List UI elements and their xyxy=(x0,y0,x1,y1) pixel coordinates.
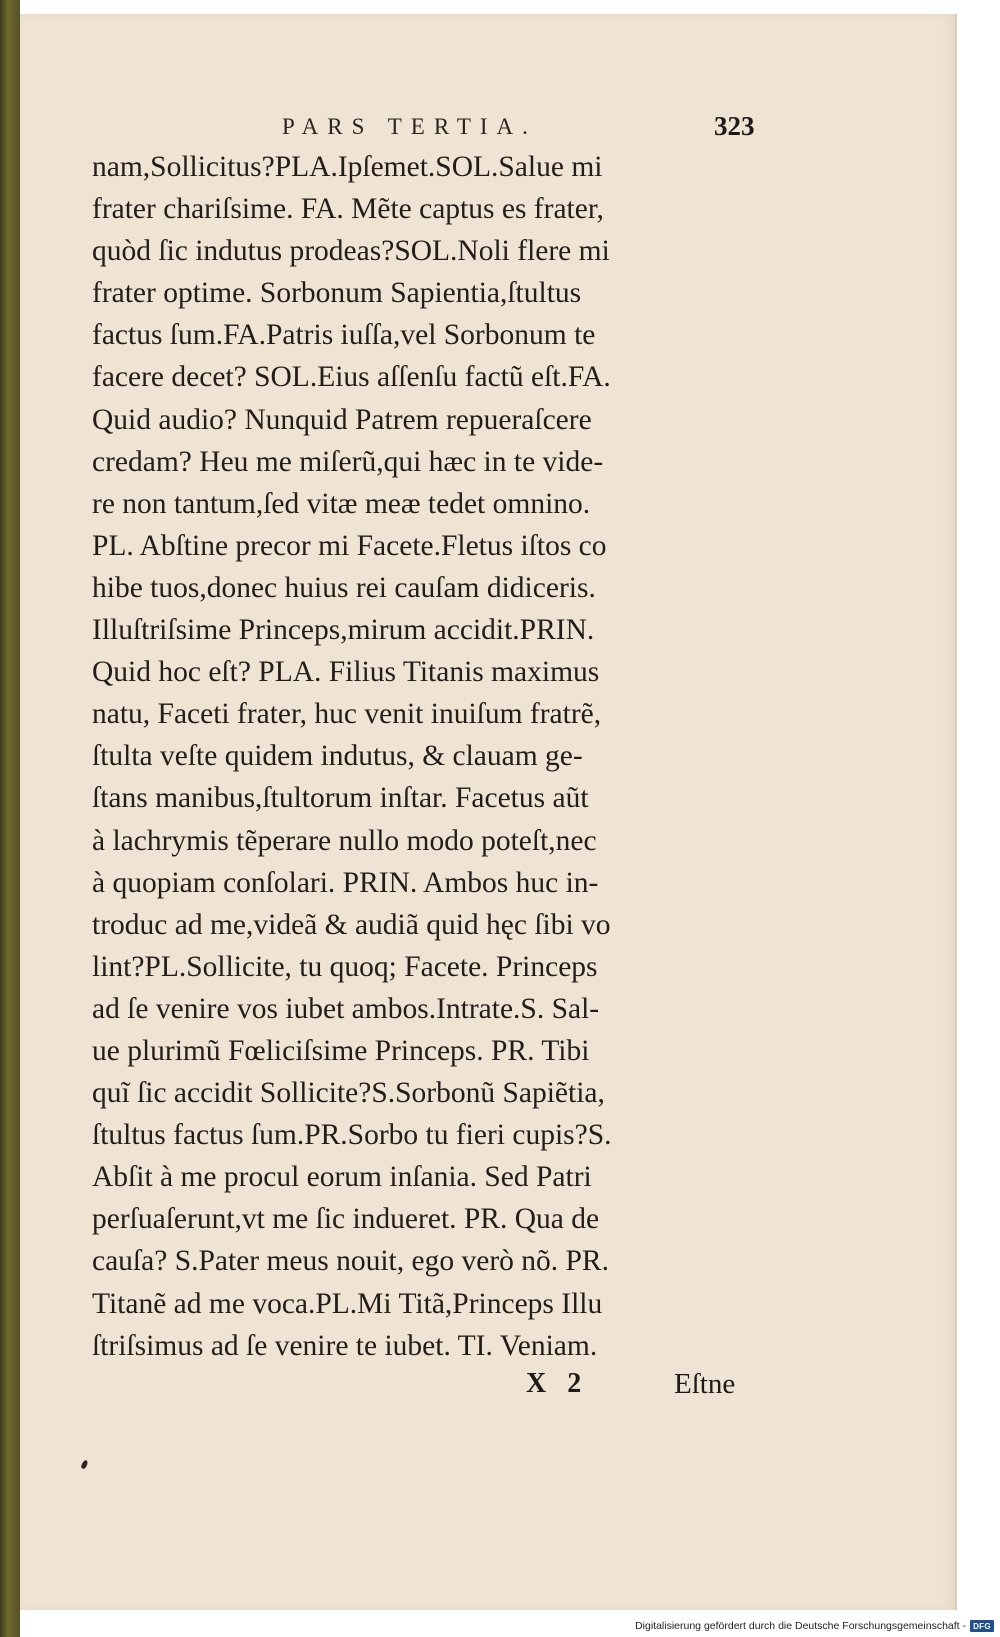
text-line: ſtans manibus,ſtultorum inſtar. Facetus aũt xyxy=(92,782,589,815)
text-line: ue plurimũ Fœliciſsime Princeps. PR. Tibi xyxy=(92,1034,590,1067)
running-head: PARS TERTIA. xyxy=(282,114,537,139)
ink-speck xyxy=(80,1459,88,1469)
text-line: perſuaſerunt,vt me ſic indueret. PR. Qua de xyxy=(92,1203,600,1236)
text-line: à lachrymis tẽperare nullo modo poteſt,nec xyxy=(92,824,597,857)
text-line: nam,Sollicitus?PLA.Ipſemet.SOL.Salue mi xyxy=(92,151,603,183)
text-line: credam? Heu me miſerũ,qui hæc in te vide- xyxy=(92,445,604,478)
text-line: ad ſe venire vos iubet ambos.Intrate.S. Sal- xyxy=(92,992,600,1025)
text-line: Titanẽ ad me voca.PL.Mi Titã,Princeps Illu xyxy=(92,1287,603,1320)
book-page xyxy=(20,14,957,1610)
text-line: re non tantum,ſed vitæ meæ tedet omnino. xyxy=(92,487,591,520)
dfg-logo-text: DFG xyxy=(973,1621,991,1631)
dfg-logo-icon xyxy=(970,1620,994,1632)
text-line: troduc ad me,videã & audiã quid hęc ſibi vo xyxy=(92,908,611,941)
text-line: Abſit à me procul eorum inſania. Sed Patri xyxy=(92,1161,592,1194)
text-line: cauſa? S.Pater meus nouit, ego verò nõ. PR. xyxy=(92,1245,609,1278)
text-line: natu, Faceti frater, huc venit inuiſum fratrẽ, xyxy=(92,698,602,731)
text-line: PL. Abſtine precor mi Facete.Fletus iſtos co xyxy=(92,529,607,562)
text-line: hibe tuos,donec huius rei cauſam didiceris. xyxy=(92,571,596,604)
text-line: Quid audio? Nunquid Patrem repueraſcere xyxy=(92,403,592,436)
book-binding-edge xyxy=(0,0,20,1637)
catchword: Eſtne xyxy=(674,1368,736,1400)
text-line: ſtriſsimus ad ſe venire te iubet. TI. Veniam. xyxy=(92,1329,598,1362)
body-text xyxy=(92,146,782,1367)
text-line: ſtultus factus ſum.PR.Sorbo tu fieri cupis?S. xyxy=(92,1119,612,1152)
credit-text: Digitalisierung gefördert durch die Deutsche Forschungsgemeinschaft - xyxy=(635,1620,966,1632)
text-line: facere decet? SOL.Eius aſſenſu factũ eſt.FA. xyxy=(92,361,611,394)
signature-mark: X 2 xyxy=(526,1368,582,1399)
digitization-credit xyxy=(635,1619,994,1633)
text-line: quòd ſic indutus prodeas?SOL.Noli flere mi xyxy=(92,235,610,268)
page-number: 323 xyxy=(714,111,755,141)
text-line: quĩ ſic accidit Sollicite?S.Sorbonũ Sapiẽtia, xyxy=(92,1077,605,1110)
text-line: frater chariſsime. FA. Mẽte captus es frater, xyxy=(92,193,604,226)
text-line: factus ſum.FA.Patris iuſſa,vel Sorbonum te xyxy=(92,319,596,352)
text-line: à quopiam conſolari. PRIN. Ambos huc in- xyxy=(92,866,599,899)
text-line: ſtulta veſte quidem indutus, & clauam ge- xyxy=(92,740,583,773)
text-line: frater optime. Sorbonum Sapientia,ſtultus xyxy=(92,277,582,310)
text-line: lint?PL.Sollicite, tu quoq; Facete. Princeps xyxy=(92,950,598,983)
text-line: Quid hoc eſt? PLA. Filius Titanis maximus xyxy=(92,656,600,689)
page-footer xyxy=(20,1368,955,1408)
text-line: Illuſtriſsime Princeps,mirum accidit.PRIN. xyxy=(92,614,595,647)
